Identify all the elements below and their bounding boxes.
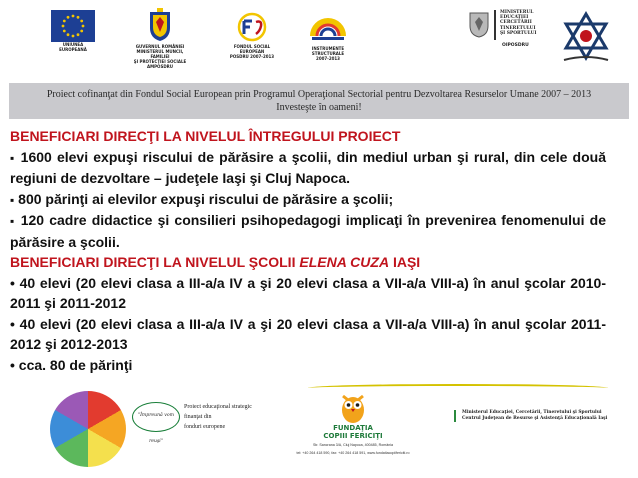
ministry-line: ŞI SPORTULUI (500, 30, 537, 36)
project-line: fonduri europene (184, 424, 226, 430)
square-bullet-icon: ▪ (10, 192, 15, 207)
list-item (10, 147, 606, 189)
fse-caption-line: FONDUL SOCIAL EUROPEAN (233, 44, 271, 54)
dot-bullet-icon: • (10, 315, 15, 332)
square-bullet-icon: ▪ (10, 150, 16, 165)
gov-caption-line: AMPOSDRU (147, 64, 173, 69)
section-heading-project: BENEFICIARI DIRECŢI LA NIVELUL ÎNTREGULUI PROIECT (10, 128, 401, 144)
school-name: ELENA CUZA (299, 254, 390, 270)
county-center-line: Centrul Judeţean de Resurse şi Asistenţă Educaţională Iaşi (462, 416, 608, 421)
structural-instruments-logo (298, 10, 358, 61)
dot-bullet-icon: • (10, 356, 15, 373)
structural-instruments-icon (307, 10, 349, 44)
list-item-text: 1600 elevi expuşi riscului de părăsire a şcolii, din mediul urban şi rural, din cele două regiuni de dezvoltare – judeţele Iaşi şi Cluj Napoca. (10, 148, 606, 186)
foundation-logo (268, 388, 438, 468)
romania-crest-icon (148, 8, 172, 42)
is-caption-line: INSTRUMENTE STRUCTURALE (311, 46, 345, 56)
list-item (10, 314, 606, 355)
list-item-text: cca. 80 de părinţi (14, 356, 133, 373)
partner-logos-strip (0, 8, 638, 78)
owl-icon (338, 390, 368, 424)
list-item (10, 189, 606, 211)
ministry-seal-icon (468, 10, 490, 38)
fse-mark-icon (232, 12, 272, 42)
ministry-line: EDUCAŢIEI (500, 15, 529, 21)
dot-bullet-icon: • (10, 274, 15, 291)
list-item (10, 355, 606, 376)
fse-caption-line: POSDRU 2007-2013 (229, 54, 275, 59)
banner-motto: Investeşte în oameni! (276, 102, 362, 113)
ministry-divider (494, 10, 496, 40)
is-caption-line: 2007-2013 (316, 56, 340, 61)
project-line: Proiect educaţional strategic finanţat din (184, 404, 252, 420)
foundation-contact: tel: +40 264 418 590, fax: +40 264 418 591, www.fundatiacopiifericiti.ro (296, 450, 410, 455)
list-item-text: 40 elevi (20 elevi clasa a III-a/a IV a şi 20 elevi clasa a VII-a/a VIII-a) în anul şcolar 2011-2012 şi 2012-2013 (10, 315, 606, 352)
foundation-name-line: FUNDAŢIA (333, 424, 373, 432)
heading-prefix: BENEFICIARI DIRECŢI LA NIVELUL ŞCOLII (10, 254, 300, 270)
list-item-text: 800 părinţi ai elevilor expuşi riscului de părăsire a şcolii; (14, 190, 394, 207)
star-logo (558, 10, 614, 64)
banner-line: Proiect cofinanţat din Fondul Social European prin Programul Operaţional Sectorial pentru Dezvoltarea Resurselor Umane 2007 – 2013 (46, 89, 592, 100)
county-center-logo (454, 410, 630, 422)
foundation-name-line: COPIII FERICIŢI (323, 432, 383, 440)
list-item (10, 273, 606, 314)
eu-caption: UNIUNEA EUROPEANĂ (59, 42, 87, 52)
six-pointed-star-icon (560, 10, 612, 64)
project-motto: "Împreună vom reuşi" (132, 402, 180, 432)
foundation-address: Str. Sancrana 3/A, Cluj Napoca, 400485, România (312, 443, 394, 447)
county-center-line: Ministerul Educaţiei, Cercetării, Tineretului şi Sportului (462, 410, 602, 415)
ministry-line: CERCETĂRII (500, 20, 532, 26)
ministry-logo (468, 10, 550, 48)
heading-suffix: IAŞI (389, 254, 421, 270)
gov-caption-line: ŞI PROTECŢIEI SOCIALE (133, 59, 187, 64)
gov-caption-line: MINISTERUL MUNCII, FAMILIEI (136, 49, 184, 59)
ministry-line: TINERETULUI (500, 25, 536, 31)
fse-logo (226, 12, 278, 59)
ministry-caption: OIPOSDRU (502, 43, 529, 48)
cofinancing-banner (9, 83, 629, 119)
children-circle-icon (50, 391, 126, 467)
project-logo (48, 388, 268, 458)
eu-logo (49, 10, 97, 52)
section-heading-school (10, 252, 606, 273)
list-item-text: 40 elevi (20 elevi clasa a III-a/a IV a şi 20 elevi clasa a VII-a/a VIII-a) în anul şcolar 2010-2011 şi 2011-2012 (10, 274, 606, 311)
government-logo (128, 8, 192, 69)
eu-flag-icon (51, 10, 95, 42)
list-item-text: 120 cadre didactice şi consilieri psihopedagogi implicaţi în prevenirea fenomenului de părăsire a şcolii. (10, 212, 606, 250)
list-item (10, 210, 606, 252)
ministry-line: MINISTERUL (500, 10, 534, 15)
gov-caption-line: GUVERNUL ROMÂNIEI (135, 44, 185, 49)
square-bullet-icon: ▪ (10, 214, 16, 228)
slide-content (10, 126, 606, 375)
